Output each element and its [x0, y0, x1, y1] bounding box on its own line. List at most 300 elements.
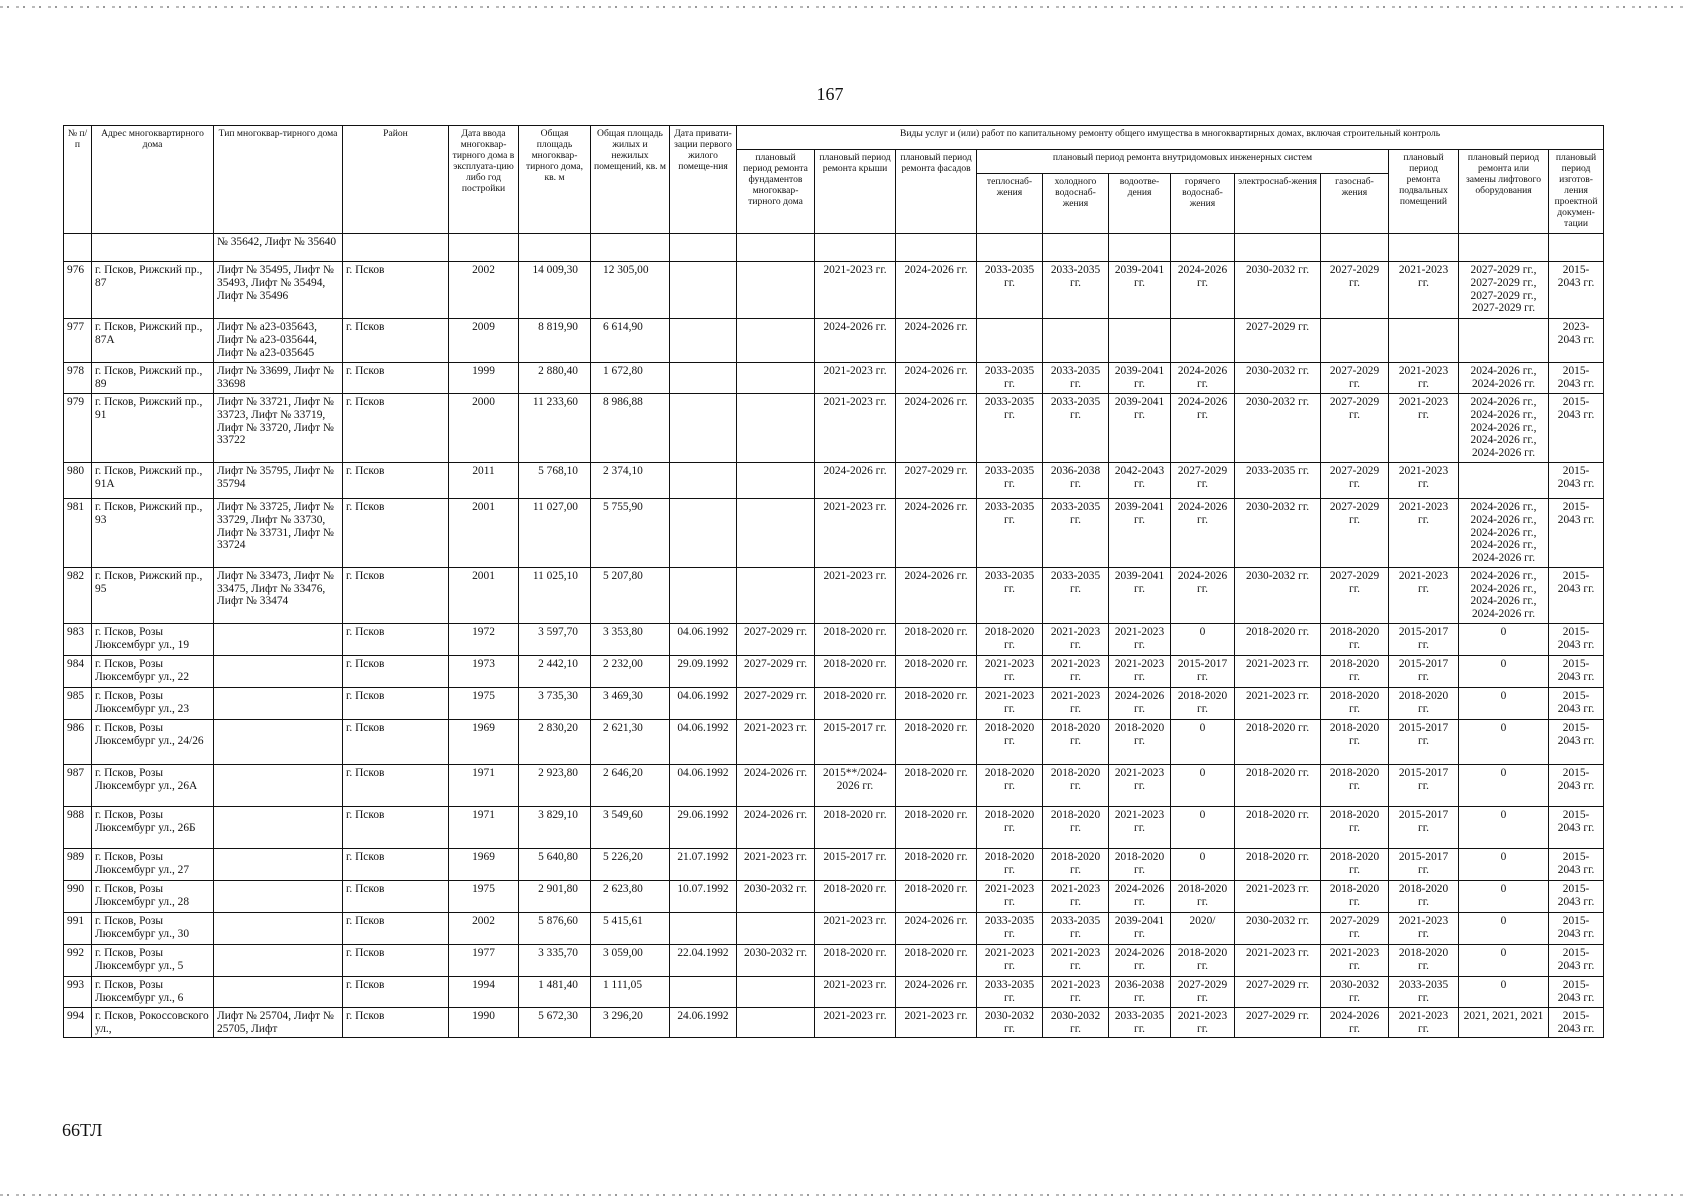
roof-repair-cell: 2021-2023 гг. — [815, 363, 896, 394]
privatization-date-cell — [670, 463, 737, 499]
district-cell: г. Псков — [343, 944, 449, 976]
roof-repair-cell: 2021-2023 гг. — [815, 567, 896, 623]
hot-water-cell: 2018-2020 гг. — [1171, 687, 1235, 719]
heat-supply-cell: 2018-2020 гг. — [977, 623, 1043, 655]
address-cell: г. Псков, Рижский пр., 95 — [92, 567, 214, 623]
basement-repair-cell: 2021-2023 гг. — [1389, 363, 1459, 394]
living-area-cell: 3 059,00 — [591, 944, 670, 976]
living-area-cell: 5 226,20 — [591, 848, 670, 880]
heat-supply-cell: 2033-2035 гг. — [977, 394, 1043, 463]
gas-supply-cell: 2018-2020 гг. — [1321, 623, 1389, 655]
heat-supply-cell: 2018-2020 гг. — [977, 848, 1043, 880]
building-type-cell: Лифт № 33725, Лифт № 33729, Лифт № 33730, Лифт № 33731, Лифт № 33724 — [214, 499, 343, 568]
row-number: 994 — [64, 1007, 92, 1038]
living-area-cell: 3 549,60 — [591, 806, 670, 848]
header-type: Тип многоквар-тирного дома — [214, 126, 343, 234]
district-cell: г. Псков — [343, 499, 449, 568]
building-type-cell — [214, 848, 343, 880]
address-cell: г. Псков, Розы Люксембург ул., 22 — [92, 655, 214, 687]
row-number: 987 — [64, 764, 92, 806]
electric-supply-cell: 2030-2032 гг. — [1235, 363, 1321, 394]
scan-edge-top — [0, 6, 1686, 8]
elevator-repair-cell: 2021, 2021, 2021 — [1459, 1007, 1549, 1038]
table-row — [64, 394, 1604, 463]
row-number: 986 — [64, 719, 92, 764]
design-docs-cell: 2015-2043 гг. — [1549, 499, 1604, 568]
total-area-cell: 1 481,40 — [519, 976, 591, 1007]
foundation-repair-cell: 2021-2023 гг. — [737, 719, 815, 764]
facade-repair-cell: 2027-2029 гг. — [896, 463, 977, 499]
heat-supply-cell: 2033-2035 гг. — [977, 976, 1043, 1007]
basement-repair-cell: 2021-2023 гг. — [1389, 394, 1459, 463]
drainage-cell: 2021-2023 гг. — [1109, 806, 1171, 848]
living-area-cell: 3 353,80 — [591, 623, 670, 655]
elevator-repair-cell — [1459, 234, 1549, 262]
header-privatization: Дата привати-зации первого жилого помеще-ния — [670, 126, 737, 234]
total-area-cell: 14 009,30 — [519, 262, 591, 319]
heat-supply-cell: 2018-2020 гг. — [977, 764, 1043, 806]
facade-repair-cell: 2024-2026 гг. — [896, 912, 977, 944]
total-area-cell: 2 880,40 — [519, 363, 591, 394]
roof-repair-cell: 2015**/2024-2026 гг. — [815, 764, 896, 806]
heat-supply-cell: 2030-2032 гг. — [977, 1007, 1043, 1038]
living-area-cell: 2 646,20 — [591, 764, 670, 806]
cold-water-cell: 2021-2023 гг. — [1043, 687, 1109, 719]
roof-repair-cell: 2021-2023 гг. — [815, 976, 896, 1007]
drainage-cell: 2042-2043 гг. — [1109, 463, 1171, 499]
drainage-cell: 2021-2023 гг. — [1109, 764, 1171, 806]
row-number: 978 — [64, 363, 92, 394]
row-number: 980 — [64, 463, 92, 499]
elevator-repair-cell: 0 — [1459, 944, 1549, 976]
design-docs-cell: 2015-2043 гг. — [1549, 463, 1604, 499]
elevator-repair-cell: 2024-2026 гг., 2024-2026 гг. — [1459, 363, 1549, 394]
living-area-cell: 6 614,90 — [591, 319, 670, 363]
foundation-repair-cell — [737, 976, 815, 1007]
building-type-cell: Лифт № 25704, Лифт № 25705, Лифт — [214, 1007, 343, 1038]
address-cell: г. Псков, Розы Люксембург ул., 26А — [92, 764, 214, 806]
hot-water-cell: 2015-2017 гг. — [1171, 655, 1235, 687]
header-elevator: плановый период ремонта или замены лифтового оборудования — [1459, 150, 1549, 234]
header-foundation: плановый период ремонта фундаментов многоквар-тирного дома — [737, 150, 815, 234]
gas-supply-cell: 2027-2029 гг. — [1321, 912, 1389, 944]
living-area-cell — [591, 234, 670, 262]
cold-water-cell: 2033-2035 гг. — [1043, 912, 1109, 944]
design-docs-cell: 2015-2043 гг. — [1549, 567, 1604, 623]
total-area-cell: 3 597,70 — [519, 623, 591, 655]
total-area-cell: 3 829,10 — [519, 806, 591, 848]
drainage-cell: 2039-2041 гг. — [1109, 363, 1171, 394]
facade-repair-cell: 2024-2026 гг. — [896, 363, 977, 394]
building-type-cell — [214, 719, 343, 764]
roof-repair-cell: 2021-2023 гг. — [815, 394, 896, 463]
district-cell: г. Псков — [343, 567, 449, 623]
roof-repair-cell: 2018-2020 гг. — [815, 806, 896, 848]
address-cell: г. Псков, Розы Люксембург ул., 26Б — [92, 806, 214, 848]
living-area-cell: 3 469,30 — [591, 687, 670, 719]
address-cell: г. Псков, Розы Люксембург ул., 24/26 — [92, 719, 214, 764]
foundation-repair-cell: 2030-2032 гг. — [737, 944, 815, 976]
privatization-date-cell: 04.06.1992 — [670, 764, 737, 806]
electric-supply-cell: 2030-2032 гг. — [1235, 394, 1321, 463]
living-area-cell: 2 623,80 — [591, 880, 670, 912]
table-row — [64, 976, 1604, 1007]
electric-supply-cell: 2027-2029 гг. — [1235, 319, 1321, 363]
electric-supply-cell: 2030-2032 гг. — [1235, 262, 1321, 319]
row-number: 976 — [64, 262, 92, 319]
year-cell: 2000 — [449, 394, 519, 463]
electric-supply-cell: 2027-2029 гг. — [1235, 1007, 1321, 1038]
cold-water-cell: 2018-2020 гг. — [1043, 719, 1109, 764]
elevator-repair-cell: 2024-2026 гг., 2024-2026 гг., 2024-2026 гг., 2024-2026 гг., 2024-2026 гг. — [1459, 499, 1549, 568]
foundation-repair-cell — [737, 463, 815, 499]
year-cell: 1975 — [449, 880, 519, 912]
hot-water-cell: 2018-2020 гг. — [1171, 880, 1235, 912]
address-cell: г. Псков, Розы Люксембург ул., 28 — [92, 880, 214, 912]
building-type-cell — [214, 655, 343, 687]
table-row — [64, 719, 1604, 764]
address-cell: г. Псков, Рижский пр., 89 — [92, 363, 214, 394]
hot-water-cell: 0 — [1171, 806, 1235, 848]
building-type-cell: Лифт № 35795, Лифт № 35794 — [214, 463, 343, 499]
elevator-repair-cell: 2027-2029 гг., 2027-2029 гг., 2027-2029 гг., 2027-2029 гг. — [1459, 262, 1549, 319]
elevator-repair-cell: 2024-2026 гг., 2024-2026 гг., 2024-2026 гг., 2024-2026 гг. — [1459, 567, 1549, 623]
basement-repair-cell: 2015-2017 гг. — [1389, 764, 1459, 806]
basement-repair-cell: 2021-2023 гг. — [1389, 1007, 1459, 1038]
year-cell: 1969 — [449, 848, 519, 880]
gas-supply-cell: 2027-2029 гг. — [1321, 363, 1389, 394]
table-row — [64, 262, 1604, 319]
privatization-date-cell — [670, 394, 737, 463]
drainage-cell: 2039-2041 гг. — [1109, 499, 1171, 568]
year-cell: 1994 — [449, 976, 519, 1007]
facade-repair-cell: 2018-2020 гг. — [896, 623, 977, 655]
privatization-date-cell — [670, 976, 737, 1007]
district-cell: г. Псков — [343, 363, 449, 394]
facade-repair-cell: 2018-2020 гг. — [896, 848, 977, 880]
table-row — [64, 880, 1604, 912]
privatization-date-cell — [670, 363, 737, 394]
privatization-date-cell: 29.09.1992 — [670, 655, 737, 687]
header-design-docs: плановый период изготов-ления проектной докумен-тации — [1549, 150, 1604, 234]
living-area-cell: 1 672,80 — [591, 363, 670, 394]
privatization-date-cell: 24.06.1992 — [670, 1007, 737, 1038]
foundation-repair-cell: 2024-2026 гг. — [737, 764, 815, 806]
living-area-cell: 3 296,20 — [591, 1007, 670, 1038]
drainage-cell: 2039-2041 гг. — [1109, 394, 1171, 463]
table-row — [64, 912, 1604, 944]
design-docs-cell: 2015-2043 гг. — [1549, 262, 1604, 319]
row-number: 981 — [64, 499, 92, 568]
hot-water-cell: 0 — [1171, 623, 1235, 655]
document-code: 66ТЛ — [62, 1120, 103, 1140]
district-cell: г. Псков — [343, 394, 449, 463]
drainage-cell: 2021-2023 гг. — [1109, 623, 1171, 655]
design-docs-cell: 2015-2043 гг. — [1549, 976, 1604, 1007]
design-docs-cell: 2015-2043 гг. — [1549, 655, 1604, 687]
elevator-repair-cell: 0 — [1459, 623, 1549, 655]
hot-water-cell: 2018-2020 гг. — [1171, 944, 1235, 976]
total-area-cell: 3 335,70 — [519, 944, 591, 976]
drainage-cell — [1109, 319, 1171, 363]
year-cell: 1972 — [449, 623, 519, 655]
page-number: 167 — [816, 84, 844, 104]
basement-repair-cell: 2015-2017 гг. — [1389, 623, 1459, 655]
privatization-date-cell: 10.07.1992 — [670, 880, 737, 912]
total-area-cell: 5 768,10 — [519, 463, 591, 499]
basement-repair-cell: 2021-2023 гг. — [1389, 499, 1459, 568]
privatization-date-cell — [670, 499, 737, 568]
basement-repair-cell: 2021-2023 гг. — [1389, 567, 1459, 623]
heat-supply-cell — [977, 234, 1043, 262]
building-type-cell — [214, 623, 343, 655]
basement-repair-cell — [1389, 234, 1459, 262]
elevator-repair-cell: 0 — [1459, 687, 1549, 719]
header-facade: плановый период ремонта фасадов — [896, 150, 977, 234]
facade-repair-cell: 2018-2020 гг. — [896, 944, 977, 976]
header-year: Дата ввода многоквар-тирного дома в эксплуата-цию либо год постройки — [449, 126, 519, 234]
basement-repair-cell: 2033-2035 гг. — [1389, 976, 1459, 1007]
gas-supply-cell: 2027-2029 гг. — [1321, 499, 1389, 568]
heat-supply-cell: 2018-2020 гг. — [977, 719, 1043, 764]
table-row — [64, 499, 1604, 568]
gas-supply-cell: 2024-2026 гг. — [1321, 1007, 1389, 1038]
row-number: 985 — [64, 687, 92, 719]
facade-repair-cell — [896, 234, 977, 262]
basement-repair-cell: 2015-2017 гг. — [1389, 655, 1459, 687]
privatization-date-cell: 04.06.1992 — [670, 719, 737, 764]
year-cell: 1973 — [449, 655, 519, 687]
hot-water-cell: 2024-2026 гг. — [1171, 567, 1235, 623]
table-row — [64, 687, 1604, 719]
facade-repair-cell: 2018-2020 гг. — [896, 687, 977, 719]
table-row — [64, 848, 1604, 880]
elevator-repair-cell: 0 — [1459, 912, 1549, 944]
cold-water-cell: 2036-2038 гг. — [1043, 463, 1109, 499]
table-row — [64, 567, 1604, 623]
design-docs-cell: 2015-2043 гг. — [1549, 944, 1604, 976]
roof-repair-cell: 2024-2026 гг. — [815, 463, 896, 499]
gas-supply-cell: 2027-2029 гг. — [1321, 394, 1389, 463]
privatization-date-cell — [670, 912, 737, 944]
header-total-area: Общая площадь многоквар-тирного дома, кв. м — [519, 126, 591, 234]
foundation-repair-cell — [737, 1007, 815, 1038]
facade-repair-cell: 2018-2020 гг. — [896, 719, 977, 764]
electric-supply-cell: 2021-2023 гг. — [1235, 944, 1321, 976]
district-cell: г. Псков — [343, 719, 449, 764]
total-area-cell: 2 901,80 — [519, 880, 591, 912]
district-cell: г. Псков — [343, 262, 449, 319]
district-cell: г. Псков — [343, 655, 449, 687]
gas-supply-cell: 2018-2020 гг. — [1321, 880, 1389, 912]
address-cell: г. Псков, Розы Люксембург ул., 5 — [92, 944, 214, 976]
basement-repair-cell: 2021-2023 гг. — [1389, 262, 1459, 319]
hot-water-cell: 2024-2026 гг. — [1171, 394, 1235, 463]
cold-water-cell: 2021-2023 гг. — [1043, 976, 1109, 1007]
elevator-repair-cell — [1459, 319, 1549, 363]
district-cell: г. Псков — [343, 319, 449, 363]
hot-water-cell: 2021-2023 гг. — [1171, 1007, 1235, 1038]
facade-repair-cell: 2024-2026 гг. — [896, 394, 977, 463]
year-cell: 2002 — [449, 912, 519, 944]
year-cell: 1969 — [449, 719, 519, 764]
basement-repair-cell: 2021-2023 гг. — [1389, 912, 1459, 944]
electric-supply-cell: 2018-2020 гг. — [1235, 764, 1321, 806]
table-row — [64, 806, 1604, 848]
design-docs-cell — [1549, 234, 1604, 262]
roof-repair-cell: 2018-2020 гг. — [815, 623, 896, 655]
privatization-date-cell: 04.06.1992 — [670, 687, 737, 719]
facade-repair-cell: 2024-2026 гг. — [896, 262, 977, 319]
year-cell: 2009 — [449, 319, 519, 363]
table-row — [64, 623, 1604, 655]
roof-repair-cell: 2018-2020 гг. — [815, 687, 896, 719]
drainage-cell — [1109, 234, 1171, 262]
row-number: 988 — [64, 806, 92, 848]
header-cold-water: холодного водоснаб-жения — [1043, 174, 1109, 234]
elevator-repair-cell: 0 — [1459, 880, 1549, 912]
district-cell: г. Псков — [343, 848, 449, 880]
living-area-cell: 5 415,61 — [591, 912, 670, 944]
header-living-area: Общая площадь жилых и нежилых помещений, кв. м — [591, 126, 670, 234]
row-number — [64, 234, 92, 262]
cold-water-cell: 2030-2032 гг. — [1043, 1007, 1109, 1038]
electric-supply-cell: 2030-2032 гг. — [1235, 912, 1321, 944]
address-cell: г. Псков, Рижский пр., 87А — [92, 319, 214, 363]
living-area-cell: 1 111,05 — [591, 976, 670, 1007]
electric-supply-cell — [1235, 234, 1321, 262]
hot-water-cell — [1171, 319, 1235, 363]
facade-repair-cell: 2018-2020 гг. — [896, 806, 977, 848]
hot-water-cell: 2024-2026 гг. — [1171, 262, 1235, 319]
cold-water-cell: 2033-2035 гг. — [1043, 499, 1109, 568]
electric-supply-cell: 2018-2020 гг. — [1235, 806, 1321, 848]
address-cell: г. Псков, Розы Люксембург ул., 6 — [92, 976, 214, 1007]
cold-water-cell: 2033-2035 гг. — [1043, 394, 1109, 463]
basement-repair-cell: 2018-2020 гг. — [1389, 944, 1459, 976]
foundation-repair-cell — [737, 262, 815, 319]
building-type-cell — [214, 912, 343, 944]
header-district: Район — [343, 126, 449, 234]
electric-supply-cell: 2027-2029 гг. — [1235, 976, 1321, 1007]
year-cell: 1999 — [449, 363, 519, 394]
privatization-date-cell — [670, 319, 737, 363]
design-docs-cell: 2015-2043 гг. — [1549, 687, 1604, 719]
elevator-repair-cell: 0 — [1459, 806, 1549, 848]
foundation-repair-cell — [737, 567, 815, 623]
foundation-repair-cell — [737, 234, 815, 262]
address-cell: г. Псков, Рокоссовского ул., — [92, 1007, 214, 1038]
table-row — [64, 234, 1604, 262]
hot-water-cell: 2020/ — [1171, 912, 1235, 944]
address-cell: г. Псков, Рижский пр., 91 — [92, 394, 214, 463]
living-area-cell: 2 621,30 — [591, 719, 670, 764]
design-docs-cell: 2015-2043 гг. — [1549, 623, 1604, 655]
elevator-repair-cell — [1459, 463, 1549, 499]
total-area-cell: 11 025,10 — [519, 567, 591, 623]
electric-supply-cell: 2018-2020 гг. — [1235, 623, 1321, 655]
basement-repair-cell: 2018-2020 гг. — [1389, 880, 1459, 912]
year-cell: 2011 — [449, 463, 519, 499]
total-area-cell: 5 640,80 — [519, 848, 591, 880]
year-cell — [449, 234, 519, 262]
cold-water-cell: 2018-2020 гг. — [1043, 764, 1109, 806]
drainage-cell: 2018-2020 гг. — [1109, 719, 1171, 764]
header-heat: теплоснаб-жения — [977, 174, 1043, 234]
privatization-date-cell: 21.07.1992 — [670, 848, 737, 880]
row-number: 982 — [64, 567, 92, 623]
year-cell: 2001 — [449, 499, 519, 568]
design-docs-cell: 2015-2043 гг. — [1549, 363, 1604, 394]
design-docs-cell: 2023-2043 гг. — [1549, 319, 1604, 363]
building-type-cell: Лифт № 33699, Лифт № 33698 — [214, 363, 343, 394]
table-row — [64, 1007, 1604, 1038]
roof-repair-cell: 2018-2020 гг. — [815, 655, 896, 687]
elevator-repair-cell: 0 — [1459, 655, 1549, 687]
header-roof: плановый период ремонта крыши — [815, 150, 896, 234]
foundation-repair-cell: 2024-2026 гг. — [737, 806, 815, 848]
total-area-cell — [519, 234, 591, 262]
hot-water-cell: 2027-2029 гг. — [1171, 463, 1235, 499]
table-row — [64, 655, 1604, 687]
electric-supply-cell: 2018-2020 гг. — [1235, 848, 1321, 880]
facade-repair-cell: 2018-2020 гг. — [896, 880, 977, 912]
district-cell: г. Псков — [343, 687, 449, 719]
row-number: 991 — [64, 912, 92, 944]
gas-supply-cell — [1321, 234, 1389, 262]
drainage-cell: 2036-2038 гг. — [1109, 976, 1171, 1007]
elevator-repair-cell: 0 — [1459, 764, 1549, 806]
heat-supply-cell — [977, 319, 1043, 363]
basement-repair-cell: 2015-2017 гг. — [1389, 806, 1459, 848]
living-area-cell: 2 374,10 — [591, 463, 670, 499]
electric-supply-cell: 2018-2020 гг. — [1235, 719, 1321, 764]
roof-repair-cell: 2015-2017 гг. — [815, 719, 896, 764]
facade-repair-cell: 2024-2026 гг. — [896, 976, 977, 1007]
hot-water-cell: 0 — [1171, 848, 1235, 880]
header-electric: электроснаб-жения — [1235, 174, 1321, 234]
heat-supply-cell: 2033-2035 гг. — [977, 363, 1043, 394]
header-address: Адрес многоквартирного дома — [92, 126, 214, 234]
drainage-cell: 2024-2026 гг. — [1109, 880, 1171, 912]
hot-water-cell: 2027-2029 гг. — [1171, 976, 1235, 1007]
building-type-cell — [214, 976, 343, 1007]
basement-repair-cell — [1389, 319, 1459, 363]
address-cell: г. Псков, Розы Люксембург ул., 30 — [92, 912, 214, 944]
foundation-repair-cell: 2027-2029 гг. — [737, 623, 815, 655]
cold-water-cell — [1043, 234, 1109, 262]
address-cell: г. Псков, Розы Люксембург ул., 27 — [92, 848, 214, 880]
privatization-date-cell: 29.06.1992 — [670, 806, 737, 848]
building-type-cell — [214, 944, 343, 976]
drainage-cell: 2024-2026 гг. — [1109, 687, 1171, 719]
heat-supply-cell: 2033-2035 гг. — [977, 499, 1043, 568]
foundation-repair-cell — [737, 394, 815, 463]
design-docs-cell: 2015-2043 гг. — [1549, 719, 1604, 764]
row-number: 983 — [64, 623, 92, 655]
address-cell: г. Псков, Рижский пр., 93 — [92, 499, 214, 568]
district-cell: г. Псков — [343, 806, 449, 848]
cold-water-cell — [1043, 319, 1109, 363]
row-number: 989 — [64, 848, 92, 880]
table-row — [64, 363, 1604, 394]
design-docs-cell: 2015-2043 гг. — [1549, 394, 1604, 463]
heat-supply-cell: 2018-2020 гг. — [977, 806, 1043, 848]
district-cell: г. Псков — [343, 912, 449, 944]
hot-water-cell — [1171, 234, 1235, 262]
gas-supply-cell: 2027-2029 гг. — [1321, 262, 1389, 319]
roof-repair-cell: 2024-2026 гг. — [815, 319, 896, 363]
